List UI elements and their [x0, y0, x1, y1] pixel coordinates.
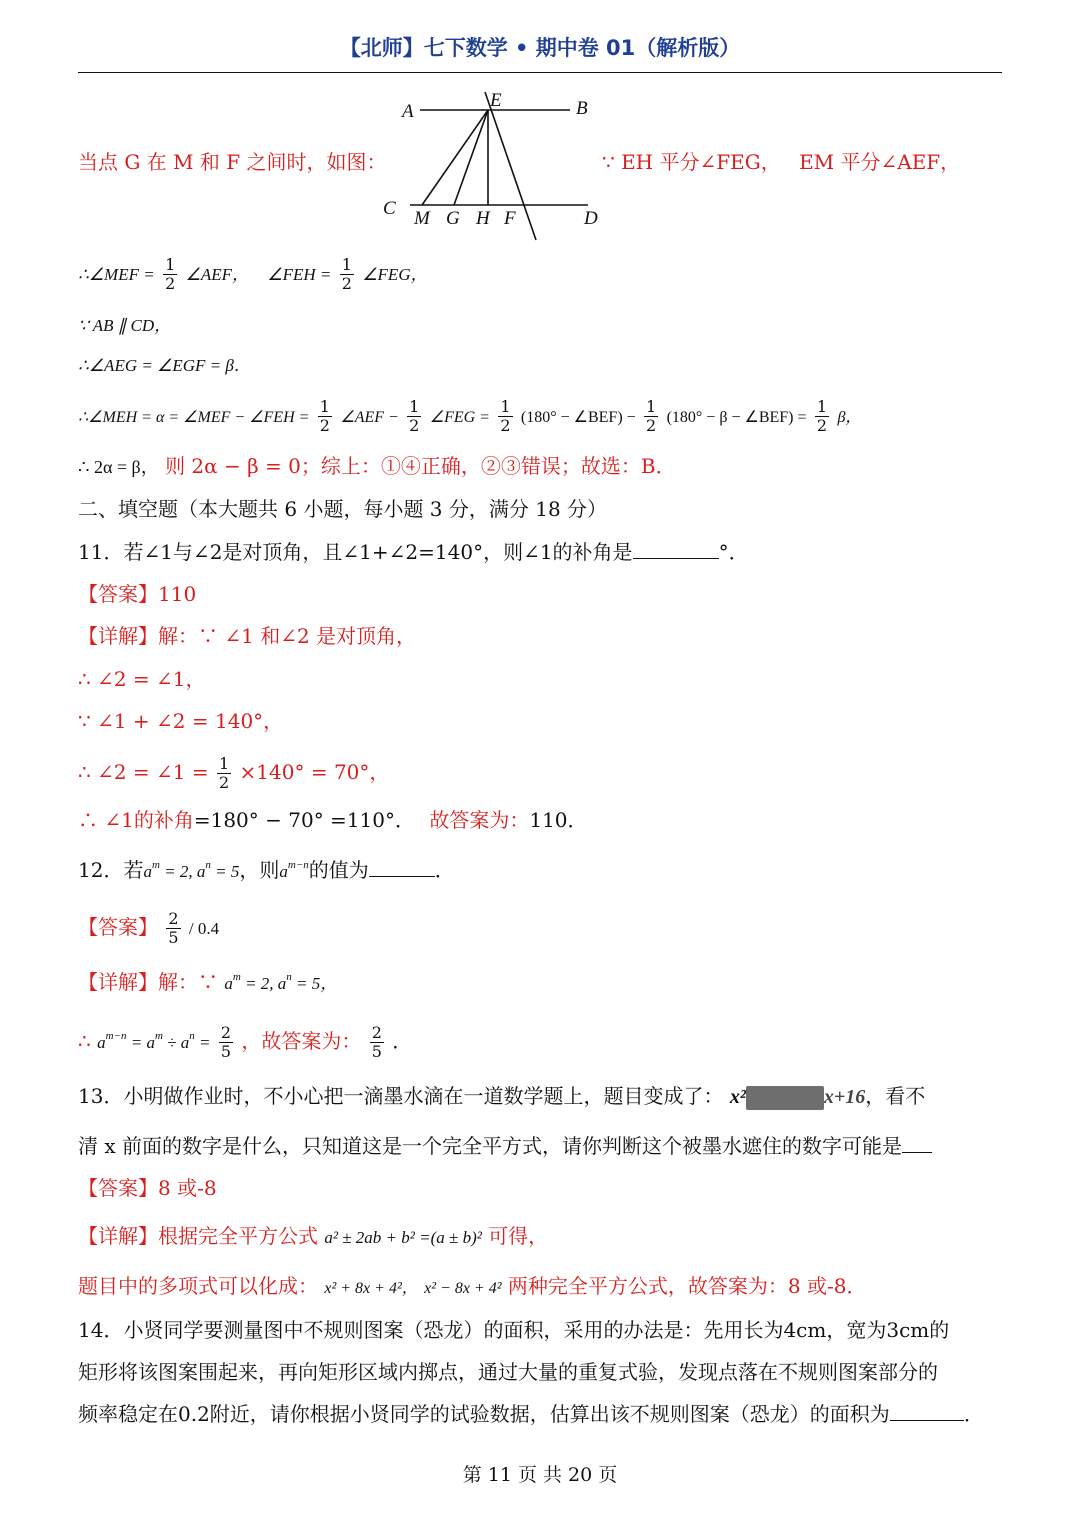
label-a: A	[402, 101, 414, 122]
q12-detail: 【详解】解：∵ $a^m = 2$, $a^n = 5$，	[78, 970, 338, 994]
half-fraction: $\frac{1}{2}$	[341, 255, 352, 293]
q11-step2: ∵ ∠1 + ∠2 = 140°，	[78, 709, 284, 733]
case-text: 当点 G 在 M 和 F 之间时，如图：	[78, 150, 387, 174]
label-f: F	[504, 208, 516, 229]
label-e: E	[490, 90, 502, 111]
eq1-a: ∴∠MEF =	[78, 265, 155, 284]
q12-question: 12．若$a^m = 2$, $a^n = 5$，则$a^{m-n}$的值为 ．	[78, 858, 455, 882]
q11-question: 11．若∠1与∠2是对顶角，且∠1+∠2=140°，则∠1的补角是 °．	[78, 540, 749, 564]
half-fraction: $\frac{1}{2}$	[165, 255, 176, 293]
q13-detail-2: 题目中的多项式可以化成： x² + 8x + 4²， x² − 8x + 4² 两种完全平方公式，故答案为：8 或-8．	[78, 1274, 867, 1298]
q13-answer: 【答案】8 或-8	[78, 1176, 217, 1200]
conclusion-line: ∴ 2α = β， 则 2α − β = 0；综上：①④正确，②③错误；故选：B．	[78, 454, 676, 478]
bisect-em: EM 平分∠AEF，	[799, 150, 961, 174]
q12-step: ∴ $a^{m-n} = a^m \div a^n$ = $\frac{2}{5}$ ，故答案为： $\frac{2}{5}$ ．	[78, 1023, 413, 1061]
section-heading: 二、填空题（本大题共 6 小题，每小题 3 分，满分 18 分）	[78, 497, 608, 521]
answer-fraction: $\frac{2}{5}$	[371, 1023, 382, 1061]
q14-line2: 矩形将该图案围起来，再向矩形区域内掷点，通过大量的重复式验，发现点落在不规则图案部分的	[78, 1360, 938, 1384]
q12-answer: 【答案】 $\frac{2}{5}$ / 0.4	[78, 909, 220, 947]
label-b: B	[576, 98, 588, 119]
eq1-d: ∠FEG，	[362, 265, 428, 284]
half-fraction: $\frac{1}{2}$	[816, 397, 828, 435]
q13-line1: 13．小明做作业时，不小心把一滴墨水滴在一道数学题上，题目变成了： x² x+16，看不	[78, 1084, 926, 1108]
segment-eg	[454, 110, 488, 205]
half-fraction: $\frac{1}{2}$	[319, 397, 330, 435]
page-footer: 第 11 页 共 20 页	[462, 1464, 618, 1486]
q11-step4: ∴ ∠1的补角=180° − 70° =110°． 故答案为：110．	[78, 808, 588, 832]
eq2-line: ∵ AB ∥ CD，	[78, 316, 172, 335]
label-d: D	[584, 208, 598, 229]
answer-blank	[890, 1402, 964, 1421]
half-fraction: $\frac{1}{2}$	[646, 397, 657, 435]
segment-em	[422, 110, 488, 205]
q13-detail: 【详解】根据完全平方公式 a² ± 2ab + b² =(a ± b)² 可得，	[78, 1224, 549, 1248]
half-fraction: $\frac{1}{2}$	[500, 397, 511, 435]
answer-blank	[633, 540, 719, 559]
bisect-eh: ∵ EH 平分∠FEG，	[602, 150, 781, 174]
header-rule	[78, 72, 1002, 73]
answer-fraction: $\frac{2}{5}$	[220, 1023, 232, 1061]
q14-line1: 14．小贤同学要测量图中不规则图案（恐龙）的面积，采用的办法是：先用长为4cm，宽为3cm的	[78, 1318, 950, 1342]
eq1-line	[78, 256, 428, 293]
eq1-b: ∠AEF，	[185, 265, 250, 284]
label-m: M	[414, 208, 430, 229]
label-g: G	[446, 208, 460, 229]
label-c: C	[383, 198, 396, 219]
answer-blank	[902, 1134, 932, 1153]
q11-detail: 【详解】解：∵ ∠1 和∠2 是对顶角，	[78, 624, 417, 648]
q11-step1: ∴ ∠2 = ∠1，	[78, 667, 206, 691]
q13-line2: 清 x 前面的数字是什么，只知道这是一个完全平方式，请你判断这个被墨水遮住的数字可能是	[78, 1132, 932, 1160]
ink-blot	[746, 1086, 824, 1110]
eq4-line: ∴∠MEH = α = ∠MEF − ∠FEH = $\frac{1}{2}$ ∠AEF − $\frac{1}{2}$ ∠FEG = $\frac{1}{2}$ (180° − ∠BEF) − $\frac{1}{2}$ (180° − β − ∠BEF) = $\frac{1}{2}$ β，	[78, 397, 862, 435]
eq1-c: ∠FEH =	[267, 265, 332, 284]
q11-step3: ∴ ∠2 = ∠1 = $\frac{1}{2}$ ×140° = 70°，	[78, 754, 390, 792]
answer-blank	[369, 858, 435, 877]
eq3-line: ∴∠AEG = ∠EGF = β．	[78, 356, 251, 375]
geometry-figure	[380, 82, 620, 247]
bisect-text-1	[602, 148, 960, 176]
half-fraction: $\frac{1}{2}$	[409, 397, 420, 435]
label-h: H	[476, 208, 490, 229]
half-fraction: $\frac{1}{2}$	[219, 754, 230, 792]
answer-fraction: $\frac{2}{5}$	[168, 909, 179, 947]
q14-line3: 频率稳定在0.2附近，请你根据小贤同学的试验数据，估算出该不规则图案（恐龙）的面积为 ．	[78, 1402, 984, 1426]
page-header-title: 【北师】七下数学 • 期中卷 01（解析版）	[339, 36, 741, 60]
q11-answer: 【答案】110	[78, 582, 197, 606]
